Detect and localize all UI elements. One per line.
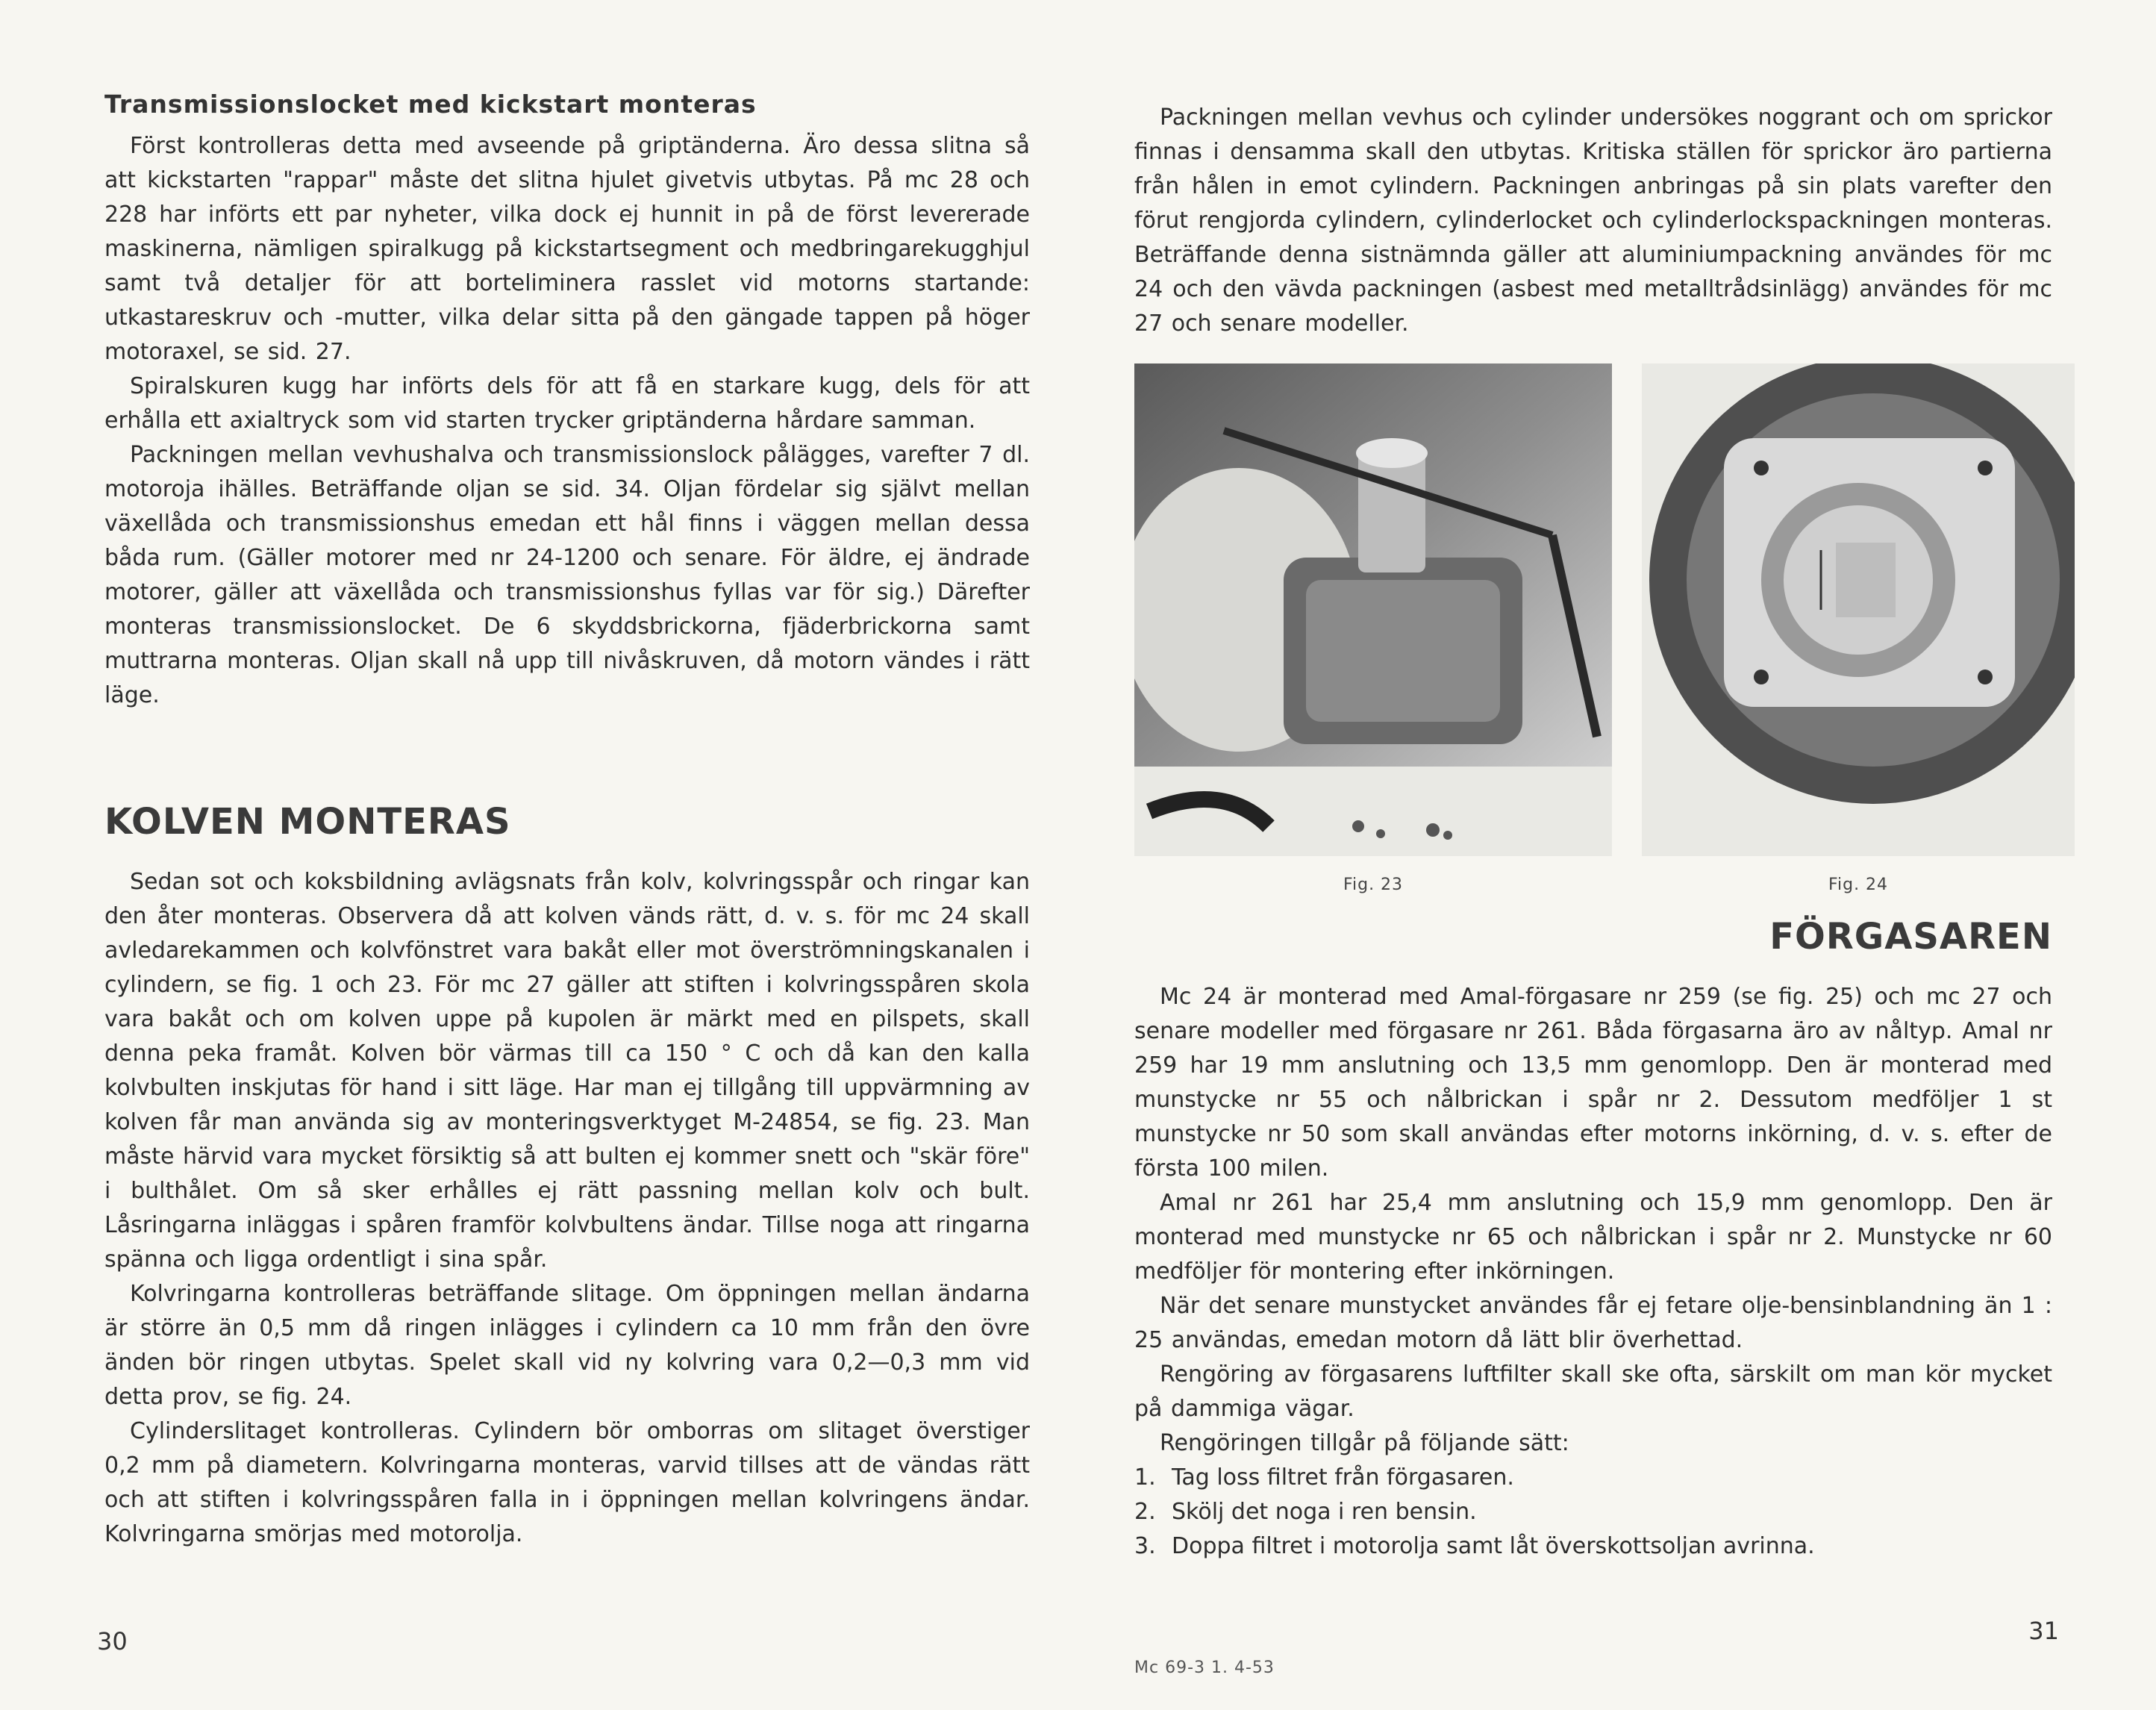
right-column: [1134, 101, 2052, 1564]
engine-photo-icon: [1134, 363, 1612, 856]
step-number: 1.: [1134, 1464, 1156, 1491]
kolven-section: [104, 801, 1030, 1552]
kolven-paragraph-2: Kolvringarna kontrolleras beträffande slitage. Om öppningen mellan ändarna är större än 0,5 mm då ringen inlägges i cylindern ca 10 mm från den övre änden bör ringen utbytas. Spelet skall vid ny kolvring vara 0,2—0,3 mm vid detta prov, se fig. 24.: [104, 1281, 1030, 1410]
packning-paragraph: Packningen mellan vevhus och cylinder undersökes noggrant och om sprickor finnas i densamma skall den utbytas. Kritiska ställen för sprickor äro partierna från hålen in emot cylindern. Packningen anbringas på sin plats varefter den förut rengjorda cylindern, cylinderlocket och cylinderlockspackningen monteras. Beträffande denna sistnämnda gäller att aluminiumpackning användes för mc 24 och den vävda packningen (asbest med metalltrådsinlägg) användes för mc 27 och senare modeller.: [1134, 104, 2052, 337]
print-mark: Mc 69-3 1. 4-53: [1134, 1658, 1275, 1677]
forgasaren-paragraph-1: Mc 24 är monterad med Amal-förgasare nr 259 (se fig. 25) och mc 27 och senare modeller med förgasare nr 261. Båda förgasarna äro av nåltyp. Amal nr 259 har 19 mm anslutning och 13,5 mm genomlopp. Den är monterad med munstycke nr 55 och nålbrickan i spår nr 2. Dessutom medföljer 1 st munstycke nr 50 som skall användas efter motorns inkörning, d. v. s. efter de första 100 milen.: [1134, 984, 2052, 1182]
figure-row: [1134, 363, 2052, 894]
figure-23-caption: Fig. 23: [1343, 876, 1404, 894]
figure-24: [1642, 363, 2075, 894]
forgasaren-paragraph-3: När det senare munstycket användes får ej fetare olje-bensinblandning än 1 : 25 användas, emedan motorn då lätt blir överhettad.: [1134, 1293, 2052, 1353]
page-number-left: 30: [97, 1627, 128, 1656]
step-item: [1134, 1461, 2052, 1495]
transmission-paragraph-3: Packningen mellan vevhushalva och transmissionslock pålägges, varefter 7 dl. motoroja ihälles. Beträffande oljan se sid. 34. Oljan fördelar sig självt mellan växellåda och transmissionshus emedan ett hål finns i väggen mellan dessa båda rum. (Gäller motorer med nr 24-1200 och senare. För äldre, ej ändrade motorer, gäller att växellåda och transmissionshus fyllas var för sig.) Därefter monteras transmissionslocket. De 6 skyddsbrickorna, fjäderbrickorna samt muttrarna monteras. Oljan skall nå upp till nivåskruven, då motorn vändes i rätt läge.: [104, 442, 1030, 708]
step-text: Tag loss filtret från förgasaren.: [1172, 1464, 1514, 1491]
transmission-section: [104, 90, 1030, 713]
kolven-paragraph-1: Sedan sot och koksbildning avlägsnats från kolv, kolvringsspår och ringar kan den åter monteras. Observera då att kolven vänds rätt, d. v. s. för mc 24 skall avledarekammen och kolvfönstret vara bakåt eller mot överströmningskanalen i cylindern, se fig. 1 och 23. För mc 27 gäller att stiften i kolvringsspåren skola vara bakåt och om kolven uppe på kupolen är märkt med en pilspets, skall denna peka framåt. Kolven bör värmas till ca 150 ° C och då kan den kalla kolvbulten inskjutas för hand i sitt läge. Har man ej tillgång till uppvärmning av kolven får man använda sig av monteringsverktyget M-24854, se fig. 23. Man måste härvid vara mycket försiktig så att bulten ej kommer snett och "skär före" i bulthålet. Om så sker erhålles ej rätt passning mellan kolv och bult. Låsringarna inläggas i spåren framför kolvbultens ändar. Tillse noga att ringarna spänna och ligga ordentligt i sina spår.: [104, 869, 1030, 1273]
kolven-paragraph-3: Cylinderslitaget kontrolleras. Cylindern bör omborras om slitaget överstiger 0,2 mm på diametern. Kolvringarna monteras, varvid tillses att de vändas rätt och att stiften i kolvringsspåren falla in i öppningen mellan kolvringens ändar. Kolvringarna smörjas med motorolja.: [104, 1418, 1030, 1547]
kolven-title: KOLVEN MONTERAS: [104, 801, 511, 843]
forgasaren-title: FÖRGASAREN: [1769, 916, 2052, 958]
transmission-paragraph-1: Först kontrolleras detta med avseende på griptänderna. Äro dessa slitna så att kickstarten "rappar" måste det slitna hjulet givetvis utbytas. På mc 28 och 228 har införts ett par nyheter, vilka dock ej hunnit in på de först levererade maskinerna, nämligen spiralkugg på kickstartsegment och medbringarekugghjul samt två detaljer för att borteliminera rasslet vid motorns startande: utkastareskruv och -mutter, vilka delar sitta på den gängade tappen på höger motoraxel, se sid. 27.: [104, 133, 1030, 365]
transmission-paragraph-2: Spiralskuren kugg har införts dels för att få en starkare kugg, dels för att erhålla ett axialtryck som vid starten trycker griptänderna hårdare samman.: [104, 373, 1030, 434]
transmission-title: Transmissionslocket med kickstart monteras: [104, 90, 757, 119]
cylinder-photo-icon: [1642, 363, 2075, 856]
figure-23: [1134, 363, 1612, 894]
step-number: 3.: [1134, 1533, 1156, 1559]
step-text: Doppa filtret i motorolja samt låt överskottsoljan avrinna.: [1172, 1533, 1815, 1559]
cleaning-steps: [1134, 1461, 2052, 1564]
step-text: Skölj det noga i ren bensin.: [1172, 1499, 1477, 1525]
forgasaren-paragraph-5: Rengöringen tillgår på följande sätt:: [1160, 1430, 1569, 1456]
left-column: [104, 90, 1030, 1552]
step-item: [1134, 1529, 2052, 1564]
forgasaren-section: [1134, 916, 2052, 1564]
step-item: [1134, 1495, 2052, 1529]
forgasaren-paragraph-2: Amal nr 261 har 25,4 mm anslutning och 15,9 mm genomlopp. Den är monterad med munstycke nr 65 och nålbrickan i spår nr 2. Munstycke nr 60 medföljer för montering efter inkörningen.: [1134, 1190, 2052, 1285]
page-number-right: 31: [2028, 1617, 2059, 1645]
figure-24-caption: Fig. 24: [1828, 876, 1889, 894]
right-page: [1078, 0, 2156, 1710]
forgasaren-paragraph-4: Rengöring av förgasarens luftfilter skall ske ofta, särskilt om man kör mycket på dammiga vägar.: [1134, 1361, 2052, 1422]
step-number: 2.: [1134, 1499, 1156, 1525]
